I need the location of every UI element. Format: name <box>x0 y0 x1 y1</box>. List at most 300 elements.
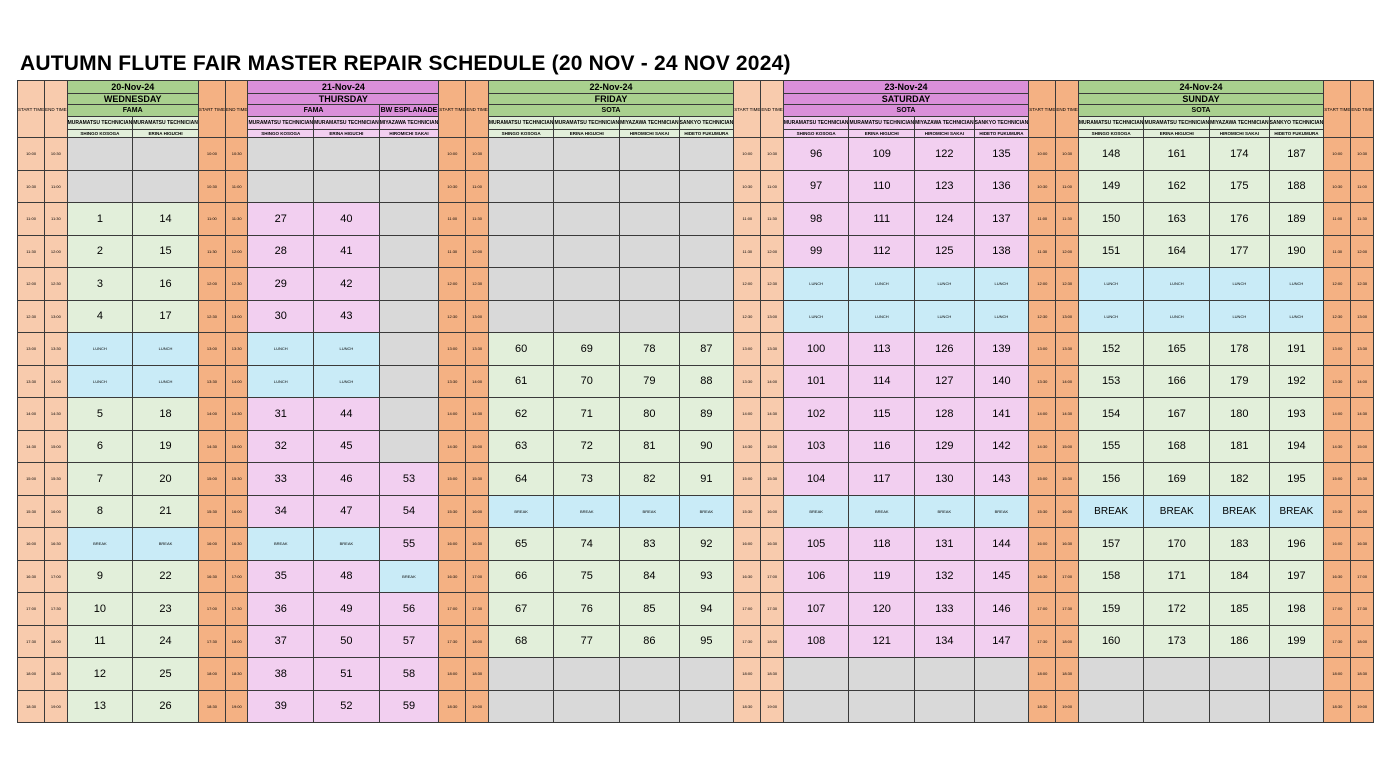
lunch-slot: LUNCH <box>314 365 380 398</box>
appointment-slot: 131 <box>915 528 975 561</box>
start-time: 14:00 <box>18 398 45 431</box>
appointment-slot: 87 <box>679 333 734 366</box>
lunch-slot: LUNCH <box>1210 300 1270 333</box>
appointment-slot: 16 <box>133 268 199 301</box>
start-time: 11:00 <box>18 203 45 236</box>
appointment-slot: 174 <box>1210 138 1270 171</box>
unavailable-slot <box>379 170 439 203</box>
technician-name: HIROMICHI SAKAI <box>379 130 439 138</box>
appointment-slot: 152 <box>1078 333 1144 366</box>
start-time-header: START TIME <box>734 81 761 138</box>
start-time: 15:00 <box>198 463 225 496</box>
start-time: 12:00 <box>1029 268 1056 301</box>
appointment-slot: 105 <box>783 528 849 561</box>
start-time: 18:00 <box>198 658 225 691</box>
start-time: 14:30 <box>1029 430 1056 463</box>
lunch-slot: LUNCH <box>1144 268 1210 301</box>
table-row <box>18 398 1374 431</box>
appointment-slot: 168 <box>1144 430 1210 463</box>
start-time: 18:30 <box>18 690 45 723</box>
unavailable-slot <box>133 138 199 171</box>
appointment-slot: 139 <box>974 333 1029 366</box>
appointment-slot: 3 <box>67 268 133 301</box>
start-time: 10:30 <box>439 170 466 203</box>
end-time: 14:00 <box>466 365 488 398</box>
start-time: 11:30 <box>198 235 225 268</box>
table-row <box>18 170 1374 203</box>
start-time: 11:30 <box>18 235 45 268</box>
start-time: 17:00 <box>18 593 45 626</box>
appointment-slot: 167 <box>1144 398 1210 431</box>
appointment-slot: 144 <box>974 528 1029 561</box>
technician-label: SANKYO TECHNICIAN <box>679 117 734 130</box>
end-time: 17:00 <box>1056 560 1078 593</box>
appointment-slot: 95 <box>679 625 734 658</box>
appointment-slot: 191 <box>1269 333 1324 366</box>
end-time: 15:30 <box>226 463 248 496</box>
end-time: 13:30 <box>466 333 488 366</box>
end-time: 17:00 <box>761 560 783 593</box>
appointment-slot: 181 <box>1210 430 1270 463</box>
unavailable-slot <box>679 300 734 333</box>
appointment-slot: 67 <box>488 593 554 626</box>
appointment-slot: 126 <box>915 333 975 366</box>
end-time: 16:00 <box>1351 495 1373 528</box>
appointment-slot: 65 <box>488 528 554 561</box>
start-time: 17:30 <box>18 625 45 658</box>
end-time: 14:30 <box>45 398 67 431</box>
table-row <box>18 430 1374 463</box>
end-time: 12:00 <box>226 235 248 268</box>
end-time: 14:00 <box>1351 365 1373 398</box>
start-time: 10:30 <box>198 170 225 203</box>
end-time: 18:00 <box>761 625 783 658</box>
technician-label: MIYAZAWA TECHNICIAN <box>379 117 439 130</box>
end-time: 13:30 <box>761 333 783 366</box>
unavailable-slot <box>554 658 620 691</box>
appointment-slot: 104 <box>783 463 849 496</box>
appointment-slot: 41 <box>314 235 380 268</box>
appointment-slot: 119 <box>849 560 915 593</box>
start-time: 18:00 <box>439 658 466 691</box>
unavailable-slot <box>554 268 620 301</box>
appointment-slot: 42 <box>314 268 380 301</box>
start-time: 17:00 <box>734 593 761 626</box>
table-row <box>18 333 1374 366</box>
end-time: 12:30 <box>466 268 488 301</box>
start-time: 17:00 <box>439 593 466 626</box>
appointment-slot: 59 <box>379 690 439 723</box>
end-time: 19:00 <box>1056 690 1078 723</box>
appointment-slot: 158 <box>1078 560 1144 593</box>
end-time: 18:30 <box>761 658 783 691</box>
start-time: 18:00 <box>734 658 761 691</box>
unavailable-slot <box>488 690 554 723</box>
start-time: 11:30 <box>1324 235 1351 268</box>
unavailable-slot <box>679 235 734 268</box>
appointment-slot: 86 <box>620 625 680 658</box>
start-time-header: START TIME <box>198 81 225 138</box>
day-name: THURSDAY <box>248 94 439 105</box>
start-time: 11:00 <box>1324 203 1351 236</box>
lunch-slot: LUNCH <box>1078 268 1144 301</box>
table-row <box>18 690 1374 723</box>
unavailable-slot <box>379 398 439 431</box>
unavailable-slot <box>488 268 554 301</box>
end-time: 16:00 <box>761 495 783 528</box>
end-time: 15:00 <box>45 430 67 463</box>
lunch-slot: LUNCH <box>67 333 133 366</box>
appointment-slot: 55 <box>379 528 439 561</box>
appointment-slot: 20 <box>133 463 199 496</box>
end-time: 17:00 <box>1351 560 1373 593</box>
end-time: 18:30 <box>466 658 488 691</box>
unavailable-slot <box>379 333 439 366</box>
end-time: 16:30 <box>466 528 488 561</box>
appointment-slot: 188 <box>1269 170 1324 203</box>
start-time: 16:00 <box>439 528 466 561</box>
end-time: 16:30 <box>1056 528 1078 561</box>
appointment-slot: 90 <box>679 430 734 463</box>
appointment-slot: 38 <box>248 658 314 691</box>
unavailable-slot <box>620 690 680 723</box>
appointment-slot: 93 <box>679 560 734 593</box>
start-time: 18:00 <box>1029 658 1056 691</box>
start-time: 15:30 <box>734 495 761 528</box>
appointment-slot: 170 <box>1144 528 1210 561</box>
end-time: 18:30 <box>1351 658 1373 691</box>
start-time: 13:00 <box>1029 333 1056 366</box>
appointment-slot: 25 <box>133 658 199 691</box>
appointment-slot: 89 <box>679 398 734 431</box>
appointment-slot: 182 <box>1210 463 1270 496</box>
end-time: 12:30 <box>226 268 248 301</box>
unavailable-slot <box>314 138 380 171</box>
appointment-slot: 2 <box>67 235 133 268</box>
lunch-slot: LUNCH <box>248 333 314 366</box>
start-time: 16:00 <box>198 528 225 561</box>
unavailable-slot <box>314 170 380 203</box>
unavailable-slot <box>849 690 915 723</box>
appointment-slot: 136 <box>974 170 1029 203</box>
unavailable-slot <box>1144 658 1210 691</box>
end-time: 17:30 <box>226 593 248 626</box>
appointment-slot: 101 <box>783 365 849 398</box>
end-time: 13:00 <box>1351 300 1373 333</box>
appointment-slot: 100 <box>783 333 849 366</box>
break-slot: BREAK <box>133 528 199 561</box>
break-slot: BREAK <box>679 495 734 528</box>
start-time: 14:30 <box>439 430 466 463</box>
appointment-slot: 176 <box>1210 203 1270 236</box>
appointment-slot: 17 <box>133 300 199 333</box>
appointment-slot: 74 <box>554 528 620 561</box>
appointment-slot: 169 <box>1144 463 1210 496</box>
unavailable-slot <box>783 658 849 691</box>
technician-label: MURAMATSU TECHNICIAN <box>248 117 314 130</box>
start-time: 17:00 <box>198 593 225 626</box>
lunch-slot: LUNCH <box>314 333 380 366</box>
appointment-slot: 72 <box>554 430 620 463</box>
table-row <box>18 593 1374 626</box>
technician-name: HIROMICHI SAKAI <box>1210 130 1270 138</box>
start-time: 16:00 <box>1324 528 1351 561</box>
table-row <box>18 235 1374 268</box>
start-time: 12:00 <box>734 268 761 301</box>
start-time: 13:00 <box>198 333 225 366</box>
appointment-slot: 7 <box>67 463 133 496</box>
start-time: 11:00 <box>198 203 225 236</box>
end-time: 14:30 <box>761 398 783 431</box>
appointment-slot: 187 <box>1269 138 1324 171</box>
start-time-header: START TIME <box>1324 81 1351 138</box>
appointment-slot: 15 <box>133 235 199 268</box>
appointment-slot: 76 <box>554 593 620 626</box>
break-slot: BREAK <box>488 495 554 528</box>
unavailable-slot <box>379 365 439 398</box>
appointment-slot: 163 <box>1144 203 1210 236</box>
unavailable-slot <box>1144 690 1210 723</box>
end-time: 18:30 <box>45 658 67 691</box>
appointment-slot: 98 <box>783 203 849 236</box>
day-date: 22-Nov-24 <box>488 81 733 94</box>
appointment-slot: 199 <box>1269 625 1324 658</box>
start-time: 12:00 <box>439 268 466 301</box>
unavailable-slot <box>620 235 680 268</box>
start-time: 14:30 <box>1324 430 1351 463</box>
table-row <box>18 365 1374 398</box>
technician-label: MIYAZAWA TECHNICIAN <box>915 117 975 130</box>
venue-name: SOTA <box>1078 105 1323 117</box>
break-slot: BREAK <box>783 495 849 528</box>
day-name: SUNDAY <box>1078 94 1323 105</box>
unavailable-slot <box>679 170 734 203</box>
appointment-slot: 70 <box>554 365 620 398</box>
start-time: 18:30 <box>734 690 761 723</box>
appointment-slot: 147 <box>974 625 1029 658</box>
unavailable-slot <box>1269 690 1324 723</box>
appointment-slot: 13 <box>67 690 133 723</box>
venue-name: BW ESPLANADE <box>379 105 439 117</box>
end-time: 10:30 <box>45 138 67 171</box>
table-row <box>18 528 1374 561</box>
end-time: 18:00 <box>466 625 488 658</box>
unavailable-slot <box>379 138 439 171</box>
appointment-slot: 127 <box>915 365 975 398</box>
technician-label: MURAMATSU TECHNICIAN <box>1144 117 1210 130</box>
appointment-slot: 193 <box>1269 398 1324 431</box>
break-slot: BREAK <box>849 495 915 528</box>
end-time: 11:00 <box>1351 170 1373 203</box>
appointment-slot: 14 <box>133 203 199 236</box>
appointment-slot: 47 <box>314 495 380 528</box>
appointment-slot: 160 <box>1078 625 1144 658</box>
unavailable-slot <box>554 300 620 333</box>
appointment-slot: 159 <box>1078 593 1144 626</box>
appointment-slot: 30 <box>248 300 314 333</box>
end-time: 15:00 <box>466 430 488 463</box>
technician-label: SANKYO TECHNICIAN <box>974 117 1029 130</box>
table-row <box>18 203 1374 236</box>
unavailable-slot <box>67 138 133 171</box>
appointment-slot: 103 <box>783 430 849 463</box>
start-time: 17:30 <box>1324 625 1351 658</box>
appointment-slot: 79 <box>620 365 680 398</box>
technician-name: SHINGO KOSOGA <box>67 130 133 138</box>
start-time: 11:30 <box>734 235 761 268</box>
start-time: 16:30 <box>439 560 466 593</box>
appointment-slot: 180 <box>1210 398 1270 431</box>
unavailable-slot <box>620 300 680 333</box>
end-time: 17:30 <box>1351 593 1373 626</box>
unavailable-slot <box>915 690 975 723</box>
unavailable-slot <box>554 138 620 171</box>
end-time: 13:30 <box>1351 333 1373 366</box>
appointment-slot: 54 <box>379 495 439 528</box>
table-row <box>18 268 1374 301</box>
end-time: 13:00 <box>1056 300 1078 333</box>
end-time: 18:30 <box>1056 658 1078 691</box>
appointment-slot: 64 <box>488 463 554 496</box>
end-time: 13:00 <box>466 300 488 333</box>
start-time: 16:30 <box>198 560 225 593</box>
unavailable-slot <box>620 203 680 236</box>
appointment-slot: 26 <box>133 690 199 723</box>
day-date: 20-Nov-24 <box>67 81 198 94</box>
start-time: 12:30 <box>198 300 225 333</box>
appointment-slot: 185 <box>1210 593 1270 626</box>
lunch-slot: LUNCH <box>915 268 975 301</box>
appointment-slot: 1 <box>67 203 133 236</box>
lunch-slot: LUNCH <box>783 268 849 301</box>
technician-name: HIDETO FUKUMURA <box>974 130 1029 138</box>
start-time: 16:30 <box>1029 560 1056 593</box>
end-time: 12:30 <box>1351 268 1373 301</box>
appointment-slot: 111 <box>849 203 915 236</box>
appointment-slot: 61 <box>488 365 554 398</box>
end-time: 16:00 <box>45 495 67 528</box>
break-slot: BREAK <box>1144 495 1210 528</box>
unavailable-slot <box>133 170 199 203</box>
end-time: 16:30 <box>45 528 67 561</box>
appointment-slot: 112 <box>849 235 915 268</box>
technician-label: MIYAZAWA TECHNICIAN <box>1210 117 1270 130</box>
lunch-slot: LUNCH <box>1144 300 1210 333</box>
appointment-slot: 91 <box>679 463 734 496</box>
end-time: 19:00 <box>761 690 783 723</box>
appointment-slot: 177 <box>1210 235 1270 268</box>
appointment-slot: 28 <box>248 235 314 268</box>
appointment-slot: 145 <box>974 560 1029 593</box>
end-time: 18:00 <box>45 625 67 658</box>
end-time: 12:00 <box>1056 235 1078 268</box>
end-time: 17:30 <box>45 593 67 626</box>
end-time-header: END TIME <box>466 81 488 138</box>
appointment-slot: 128 <box>915 398 975 431</box>
appointment-slot: 153 <box>1078 365 1144 398</box>
unavailable-slot <box>554 235 620 268</box>
appointment-slot: 49 <box>314 593 380 626</box>
start-time: 12:00 <box>1324 268 1351 301</box>
appointment-slot: 162 <box>1144 170 1210 203</box>
appointment-slot: 189 <box>1269 203 1324 236</box>
appointment-slot: 132 <box>915 560 975 593</box>
start-time: 13:30 <box>734 365 761 398</box>
appointment-slot: 150 <box>1078 203 1144 236</box>
start-time: 14:30 <box>734 430 761 463</box>
start-time: 13:30 <box>198 365 225 398</box>
appointment-slot: 73 <box>554 463 620 496</box>
appointment-slot: 156 <box>1078 463 1144 496</box>
appointment-slot: 96 <box>783 138 849 171</box>
unavailable-slot <box>1210 658 1270 691</box>
end-time: 19:00 <box>466 690 488 723</box>
break-slot: BREAK <box>314 528 380 561</box>
end-time: 15:00 <box>226 430 248 463</box>
appointment-slot: 110 <box>849 170 915 203</box>
start-time-header: START TIME <box>18 81 45 138</box>
unavailable-slot <box>679 690 734 723</box>
break-slot: BREAK <box>1078 495 1144 528</box>
start-time: 12:30 <box>1324 300 1351 333</box>
end-time: 13:00 <box>761 300 783 333</box>
unavailable-slot <box>849 658 915 691</box>
unavailable-slot <box>620 170 680 203</box>
unavailable-slot <box>554 170 620 203</box>
end-time: 10:30 <box>226 138 248 171</box>
end-time: 19:00 <box>1351 690 1373 723</box>
end-time: 17:30 <box>761 593 783 626</box>
break-slot: BREAK <box>620 495 680 528</box>
appointment-slot: 92 <box>679 528 734 561</box>
day-name: WEDNESDAY <box>67 94 198 105</box>
unavailable-slot <box>679 203 734 236</box>
appointment-slot: 82 <box>620 463 680 496</box>
appointment-slot: 66 <box>488 560 554 593</box>
appointment-slot: 63 <box>488 430 554 463</box>
end-time: 10:30 <box>1056 138 1078 171</box>
appointment-slot: 58 <box>379 658 439 691</box>
lunch-slot: LUNCH <box>248 365 314 398</box>
end-time: 11:30 <box>1351 203 1373 236</box>
end-time: 16:30 <box>1351 528 1373 561</box>
unavailable-slot <box>1210 690 1270 723</box>
start-time: 13:00 <box>1324 333 1351 366</box>
appointment-slot: 194 <box>1269 430 1324 463</box>
end-time: 13:30 <box>1056 333 1078 366</box>
lunch-slot: LUNCH <box>1269 300 1324 333</box>
unavailable-slot <box>379 235 439 268</box>
end-time: 17:00 <box>45 560 67 593</box>
appointment-slot: 83 <box>620 528 680 561</box>
appointment-slot: 21 <box>133 495 199 528</box>
unavailable-slot <box>248 170 314 203</box>
day-name: SATURDAY <box>783 94 1028 105</box>
start-time: 12:30 <box>18 300 45 333</box>
start-time: 18:30 <box>1324 690 1351 723</box>
schedule-table <box>17 80 1374 723</box>
appointment-slot: 124 <box>915 203 975 236</box>
appointment-slot: 166 <box>1144 365 1210 398</box>
end-time: 15:00 <box>761 430 783 463</box>
end-time: 11:30 <box>45 203 67 236</box>
appointment-slot: 77 <box>554 625 620 658</box>
table-row <box>18 560 1374 593</box>
appointment-slot: 117 <box>849 463 915 496</box>
appointment-slot: 192 <box>1269 365 1324 398</box>
end-time: 17:30 <box>1056 593 1078 626</box>
technician-name: HIDETO FUKUMURA <box>679 130 734 138</box>
